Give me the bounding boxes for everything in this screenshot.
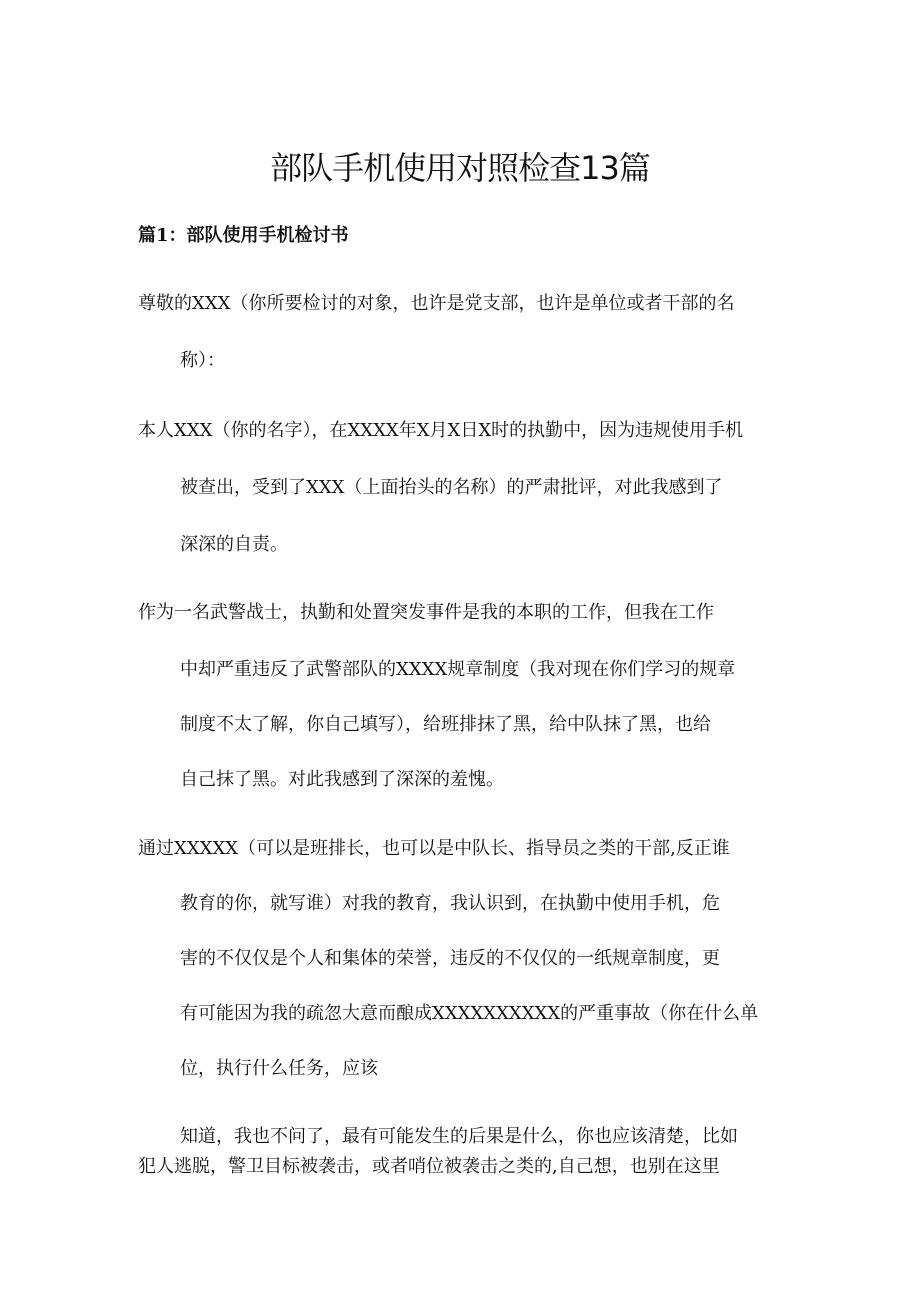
paragraph-4-line-3: 害的不仅仅是个人和集体的荣誉，违反的不仅仅的一纸规章制度，更 <box>180 948 720 969</box>
section-heading: 篇1：部队使用手机检讨书 <box>138 225 349 246</box>
paragraph-4-line-5: 位，执行什么任务，应该 <box>180 1058 378 1079</box>
paragraph-5-line-2: 犯人逃脱，警卫目标被袭击，或者哨位被袭击之类的,自己想，也别在这里 <box>138 1156 720 1177</box>
document-title: 部队手机使用对照检查13篇 <box>270 149 650 187</box>
paragraph-5-line-1: 知道，我也不问了，最有可能发生的后果是什么，你也应该清楚，比如 <box>180 1126 738 1147</box>
paragraph-3-line-2: 中却严重违反了武警部队的XXXX规章制度（我对现在你们学习的规章 <box>180 659 736 680</box>
paragraph-1-line-2: 称）： <box>180 350 225 371</box>
paragraph-2-line-1: 本人XXX（你的名字），在XXXX年X月X日X时的执勤中，因为违规使用手机 <box>138 420 744 441</box>
paragraph-2-line-3: 深深的自责。 <box>180 534 288 555</box>
paragraph-4-line-1: 通过XXXXX（可以是班排长，也可以是中队长、指导员之类的干部,反正谁 <box>138 838 730 859</box>
paragraph-4-line-4: 有可能因为我的疏忽大意而酿成XXXXXXXXXX的严重事故（你在什么单 <box>180 1003 759 1024</box>
paragraph-4-line-2: 教育的你，就写谁）对我的教育，我认识到，在执勤中使用手机，危 <box>180 893 720 914</box>
paragraph-3-line-1: 作为一名武警战士，执勤和处置突发事件是我的本职的工作，但我在工作 <box>138 602 714 623</box>
paragraph-3-line-3: 制度不太了解，你自己填写），给班排抹了黑，给中队抹了黑，也给 <box>180 714 711 735</box>
paragraph-3-line-4: 自己抹了黑。对此我感到了深深的羞愧。 <box>180 769 504 790</box>
paragraph-1-line-1: 尊敬的XXX（你所要检讨的对象，也许是党支部，也许是单位或者干部的名 <box>138 293 735 314</box>
paragraph-2-line-2: 被查出，受到了XXX（上面抬头的名称）的严肃批评，对此我感到了 <box>180 477 723 498</box>
